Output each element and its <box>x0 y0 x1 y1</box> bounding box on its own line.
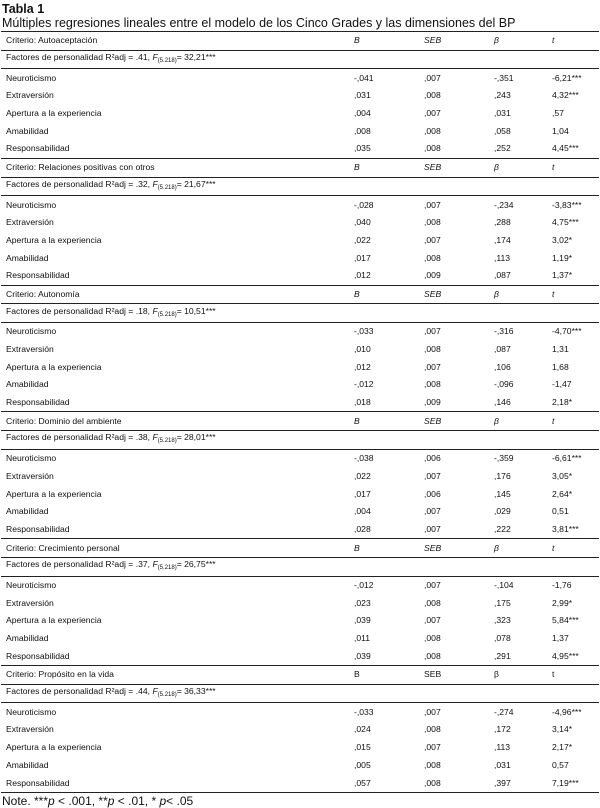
cell-t: -6,61*** <box>552 453 582 464</box>
table-body <box>1 32 599 793</box>
criterion-label: Criterio: Autoaceptación <box>1 32 349 51</box>
cell-beta: ,288 <box>494 217 511 228</box>
criterion-row <box>1 32 599 51</box>
predictor-name: Responsabilidad <box>1 774 349 792</box>
factor-summary <box>1 431 599 450</box>
cell-b: -,012 <box>354 379 374 390</box>
cell-seb: ,009 <box>424 397 441 408</box>
f-df: (5.218) <box>157 311 177 318</box>
cell-seb: ,008 <box>424 633 441 644</box>
note-mid1: < .001, ** <box>54 793 108 808</box>
r2-value: .38, <box>135 432 153 443</box>
table-title: Tabla 1 <box>2 2 45 16</box>
table-row <box>1 214 599 232</box>
table-row <box>1 267 599 285</box>
predictor-name: Neuroticismo <box>6 453 57 464</box>
cell-seb: ,008 <box>419 774 489 792</box>
column-header-b: B <box>349 412 419 431</box>
factor-summary <box>1 557 599 576</box>
predictor-name: Amabilidad <box>6 759 49 770</box>
table-row <box>1 757 599 775</box>
cell-t: -1,47 <box>552 379 572 390</box>
cell-seb: ,008 <box>424 252 441 263</box>
table-row <box>1 140 599 158</box>
f-df: (5.218) <box>157 565 177 572</box>
factor-prefix: Factores de personalidad R²adj = <box>6 432 136 443</box>
cell-b: ,022 <box>354 234 371 245</box>
cell-beta: ,145 <box>494 488 511 499</box>
cell-b: ,018 <box>354 397 371 408</box>
predictor-name: Responsabilidad <box>6 397 70 408</box>
predictor-name: Apertura a la experiencia <box>6 742 102 753</box>
cell-b: ,022 <box>354 470 371 481</box>
cell-beta: -,359 <box>494 453 514 464</box>
cell-t: 4,32*** <box>552 90 579 101</box>
predictor-name: Extraversión <box>6 90 54 101</box>
cell-beta: ,031 <box>494 759 511 770</box>
cell-b: ,005 <box>354 759 371 770</box>
column-header-b: B <box>349 32 419 51</box>
cell-seb: ,008 <box>424 344 441 355</box>
criterion-label: Criterio: Propósito en la vida <box>1 666 349 685</box>
table-row <box>1 87 599 105</box>
cell-beta: ,113 <box>494 742 511 753</box>
criterion-row <box>1 539 599 558</box>
factor-row <box>1 177 599 196</box>
cell-t: 1,31 <box>552 344 569 355</box>
cell-beta: ,291 <box>494 650 511 661</box>
column-header-t: t <box>547 32 599 51</box>
cell-seb: ,007 <box>424 470 441 481</box>
predictor-name: Neuroticismo <box>6 199 57 210</box>
criterion-row <box>1 285 599 304</box>
criterion-row <box>1 666 599 685</box>
table-row <box>1 468 599 486</box>
criterion-label: Criterio: Crecimiento personal <box>1 539 349 558</box>
cell-beta: -,104 <box>494 579 514 590</box>
cell-b: -,041 <box>354 72 374 83</box>
f-label: F <box>152 686 158 697</box>
f-value: = 10,51*** <box>176 305 216 316</box>
table-subtitle: Múltiples regresiones lineales entre el modelo de los Cinco Grades y las dimensiones del BP <box>2 16 516 30</box>
column-header-t: t <box>547 539 599 558</box>
cell-t: 3,02* <box>552 234 573 245</box>
cell-t: -6,21*** <box>552 72 582 83</box>
predictor-name: Responsabilidad <box>6 143 70 154</box>
r2-value: .18, <box>135 305 153 316</box>
table-row <box>1 394 599 412</box>
table-row <box>1 739 599 757</box>
column-header-b: B <box>349 539 419 558</box>
cell-seb: ,008 <box>424 759 441 770</box>
predictor-name: Responsabilidad <box>6 270 70 281</box>
table-row <box>1 703 599 721</box>
cell-seb: ,007 <box>424 706 441 717</box>
cell-beta: -,316 <box>494 326 514 337</box>
note-mid2: < .01, * <box>114 793 160 808</box>
table-row <box>1 647 599 665</box>
cell-seb: ,007 <box>424 361 441 372</box>
cell-b: ,035 <box>354 143 371 154</box>
factor-row <box>1 431 599 450</box>
cell-t: 3,14* <box>552 724 573 735</box>
f-value: = 36,33*** <box>176 686 216 697</box>
cell-t: 0,57 <box>552 759 569 770</box>
table-row <box>1 576 599 594</box>
f-label: F <box>152 52 158 63</box>
cell-b: -,028 <box>354 199 374 210</box>
cell-t: -3,83*** <box>552 199 582 210</box>
cell-beta: ,175 <box>494 597 511 608</box>
cell-beta: ,106 <box>494 361 511 372</box>
table-note <box>0 794 600 808</box>
r2-value: .37, <box>135 559 153 570</box>
cell-b: -,038 <box>354 453 374 464</box>
column-header-b: B <box>349 158 419 177</box>
cell-b: ,008 <box>354 125 371 136</box>
cell-b: ,039 <box>354 615 371 626</box>
criterion-label: Criterio: Autonomía <box>1 285 349 304</box>
cell-seb: ,008 <box>424 597 441 608</box>
cell-beta: -,351 <box>494 72 514 83</box>
cell-beta: ,113 <box>494 252 511 263</box>
factor-prefix: Factores de personalidad R²adj = <box>6 686 136 697</box>
column-header-t: t <box>547 158 599 177</box>
cell-t: 3,81*** <box>552 523 579 534</box>
cell-beta: ,174 <box>494 234 511 245</box>
cell-seb: ,007 <box>424 199 441 210</box>
cell-beta: ,222 <box>494 523 511 534</box>
factor-row <box>1 50 599 69</box>
predictor-name: Neuroticismo <box>6 579 57 590</box>
cell-seb: ,007 <box>424 742 441 753</box>
table-row <box>1 358 599 376</box>
cell-seb: ,008 <box>424 125 441 136</box>
factor-prefix: Factores de personalidad R²adj = <box>6 559 136 570</box>
cell-t: 4,45*** <box>552 143 579 154</box>
cell-seb: ,008 <box>424 379 441 390</box>
table-row <box>1 612 599 630</box>
r2-value: .32, <box>135 178 153 189</box>
predictor-name: Extraversión <box>6 597 54 608</box>
cell-seb: ,006 <box>424 453 441 464</box>
factor-prefix: Factores de personalidad R²adj = <box>6 178 136 189</box>
factor-summary <box>1 684 599 703</box>
cell-seb: ,007 <box>424 506 441 517</box>
note-p3: p <box>159 793 167 808</box>
column-header-b: B <box>349 666 419 685</box>
table-row <box>1 69 599 87</box>
predictor-name: Amabilidad <box>6 633 49 644</box>
cell-beta: ,176 <box>494 470 511 481</box>
f-value: = 32,21*** <box>176 52 216 63</box>
column-header-t: t <box>547 666 599 685</box>
predictor-name: Apertura a la experiencia <box>6 488 102 499</box>
table-row <box>1 122 599 140</box>
column-header-t: t <box>547 285 599 304</box>
f-label: F <box>152 305 158 316</box>
f-df: (5.218) <box>157 692 177 699</box>
cell-seb: ,008 <box>424 143 441 154</box>
cell-seb: ,007 <box>424 579 441 590</box>
table-row <box>1 105 599 123</box>
predictor-name: Apertura a la experiencia <box>6 361 102 372</box>
cell-t: 4,75*** <box>552 217 579 228</box>
cell-beta: ,397 <box>489 774 547 792</box>
cell-b: ,011 <box>354 633 371 644</box>
cell-seb: ,007 <box>424 108 441 119</box>
factor-row <box>1 684 599 703</box>
cell-seb: ,009 <box>424 270 441 281</box>
f-label: F <box>152 432 158 443</box>
cell-b: -,033 <box>354 326 374 337</box>
f-value: = 21,67*** <box>176 178 216 189</box>
f-value: = 28,01*** <box>176 432 216 443</box>
cell-seb: ,007 <box>424 234 441 245</box>
predictor-name: Neuroticismo <box>6 72 57 83</box>
cell-b: ,004 <box>354 506 371 517</box>
cell-b: -,012 <box>354 579 374 590</box>
column-header-beta: β <box>489 539 547 558</box>
cell-t: 1,04 <box>552 125 569 136</box>
column-header-t: t <box>547 412 599 431</box>
column-header-beta: β <box>489 32 547 51</box>
cell-seb: ,008 <box>424 217 441 228</box>
cell-beta: ,323 <box>494 615 511 626</box>
cell-seb: ,007 <box>424 72 441 83</box>
predictor-name: Neuroticismo <box>6 326 57 337</box>
factor-summary <box>1 50 599 69</box>
f-value: = 26,75*** <box>176 559 216 570</box>
criterion-label: Criterio: Dominio del ambiente <box>1 412 349 431</box>
predictor-name: Responsabilidad <box>6 650 70 661</box>
table-row <box>1 774 599 792</box>
regression-table <box>1 31 599 793</box>
cell-b: ,017 <box>354 488 371 499</box>
cell-t: -4,70*** <box>552 326 582 337</box>
predictor-name: Extraversión <box>6 344 54 355</box>
cell-beta: ,078 <box>494 633 511 644</box>
column-header-seb: SEB <box>419 412 489 431</box>
predictor-name: Apertura a la experiencia <box>6 615 102 626</box>
cell-t: 3,05* <box>552 470 573 481</box>
table-row <box>1 376 599 394</box>
table-row <box>1 521 599 539</box>
cell-seb: ,006 <box>424 488 441 499</box>
cell-b: ,017 <box>354 252 371 263</box>
predictor-name: Extraversión <box>6 470 54 481</box>
predictor-name: Responsabilidad <box>6 523 70 534</box>
factor-row <box>1 304 599 323</box>
column-header-seb: SEB <box>419 158 489 177</box>
note-prefix: Note. *** <box>2 793 49 808</box>
cell-b: ,010 <box>354 344 371 355</box>
table-row <box>1 232 599 250</box>
table-row <box>1 323 599 341</box>
cell-t: -4,96*** <box>552 706 582 717</box>
factor-summary <box>1 304 599 323</box>
cell-seb: ,008 <box>424 724 441 735</box>
table-row <box>1 721 599 739</box>
column-header-beta: β <box>489 158 547 177</box>
f-df: (5.218) <box>157 58 177 65</box>
cell-beta: ,031 <box>494 108 511 119</box>
table-row <box>1 503 599 521</box>
f-df: (5.218) <box>157 184 177 191</box>
predictor-name: Apertura a la experiencia <box>6 108 102 119</box>
predictor-name: Extraversión <box>6 217 54 228</box>
cell-b: ,012 <box>354 361 371 372</box>
factor-summary <box>1 177 599 196</box>
column-header-seb: SEB <box>419 666 489 685</box>
r2-value: .41, <box>135 52 153 63</box>
cell-seb: ,008 <box>424 90 441 101</box>
table-row <box>1 449 599 467</box>
cell-t: 5,84*** <box>552 615 579 626</box>
cell-t: 1,68 <box>552 361 569 372</box>
predictor-name: Amabilidad <box>6 125 49 136</box>
cell-seb: ,007 <box>424 523 441 534</box>
column-header-beta: β <box>489 285 547 304</box>
cell-beta: ,252 <box>494 143 511 154</box>
cell-t: 2,64* <box>552 488 573 499</box>
cell-beta: ,243 <box>494 90 511 101</box>
cell-beta: -,274 <box>494 706 514 717</box>
predictor-name: Extraversión <box>6 724 54 735</box>
predictor-name: Apertura a la experiencia <box>6 234 102 245</box>
note-p1: p <box>48 793 55 808</box>
column-header-b: B <box>349 285 419 304</box>
column-header-seb: SEB <box>419 32 489 51</box>
criterion-row <box>1 412 599 431</box>
column-header-beta: β <box>489 666 547 685</box>
table-row <box>1 249 599 267</box>
f-df: (5.218) <box>157 438 177 445</box>
predictor-name: Neuroticismo <box>6 706 57 717</box>
cell-b: ,015 <box>354 742 371 753</box>
r2-value: .44, <box>135 686 153 697</box>
f-label: F <box>152 178 158 189</box>
cell-beta: -,096 <box>494 379 514 390</box>
cell-t: 7,19*** <box>547 774 599 792</box>
factor-prefix: Factores de personalidad R²adj = <box>6 52 136 63</box>
cell-t: 2,99* <box>552 597 573 608</box>
cell-beta: -,234 <box>494 199 514 210</box>
cell-b: ,023 <box>354 597 371 608</box>
cell-seb: ,008 <box>424 650 441 661</box>
cell-t: 1,37* <box>552 270 573 281</box>
cell-beta: ,029 <box>494 506 511 517</box>
cell-b: ,031 <box>354 90 371 101</box>
table-row <box>1 630 599 648</box>
table-row <box>1 485 599 503</box>
cell-t: 2,17* <box>552 742 573 753</box>
cell-beta: ,146 <box>494 397 511 408</box>
predictor-name: Amabilidad <box>6 506 49 517</box>
cell-beta: ,058 <box>494 125 511 136</box>
f-label: F <box>152 559 158 570</box>
cell-b: ,057 <box>349 774 419 792</box>
cell-b: ,028 <box>354 523 371 534</box>
note-suffix: < .05 <box>166 793 194 808</box>
cell-beta: ,087 <box>494 344 511 355</box>
cell-seb: ,007 <box>424 326 441 337</box>
cell-beta: ,087 <box>494 270 511 281</box>
cell-t: -1,76 <box>552 579 572 590</box>
predictor-name: Amabilidad <box>6 379 49 390</box>
note-p2: p <box>107 793 115 808</box>
cell-b: ,040 <box>354 217 371 228</box>
cell-b: ,004 <box>354 108 371 119</box>
column-header-seb: SEB <box>419 285 489 304</box>
cell-b: ,024 <box>354 724 371 735</box>
factor-prefix: Factores de personalidad R²adj = <box>6 305 136 316</box>
cell-b: ,012 <box>354 270 371 281</box>
cell-t: 4,95*** <box>552 650 579 661</box>
factor-row <box>1 557 599 576</box>
criterion-row <box>1 158 599 177</box>
predictor-name: Amabilidad <box>6 252 49 263</box>
cell-beta: ,172 <box>494 724 511 735</box>
cell-b: ,039 <box>354 650 371 661</box>
cell-b: -,033 <box>354 706 374 717</box>
cell-t: 0,51 <box>552 506 569 517</box>
column-header-seb: SEB <box>419 539 489 558</box>
cell-t: 2,18* <box>552 397 573 408</box>
cell-t: 1,19* <box>552 252 573 263</box>
table-row <box>1 341 599 359</box>
cell-seb: ,007 <box>424 615 441 626</box>
table-row <box>1 594 599 612</box>
cell-t: ,57 <box>552 108 564 119</box>
criterion-label: Criterio: Relaciones positivas con otros <box>1 158 349 177</box>
table-row <box>1 196 599 214</box>
column-header-beta: β <box>489 412 547 431</box>
cell-t: 1,37 <box>552 633 569 644</box>
